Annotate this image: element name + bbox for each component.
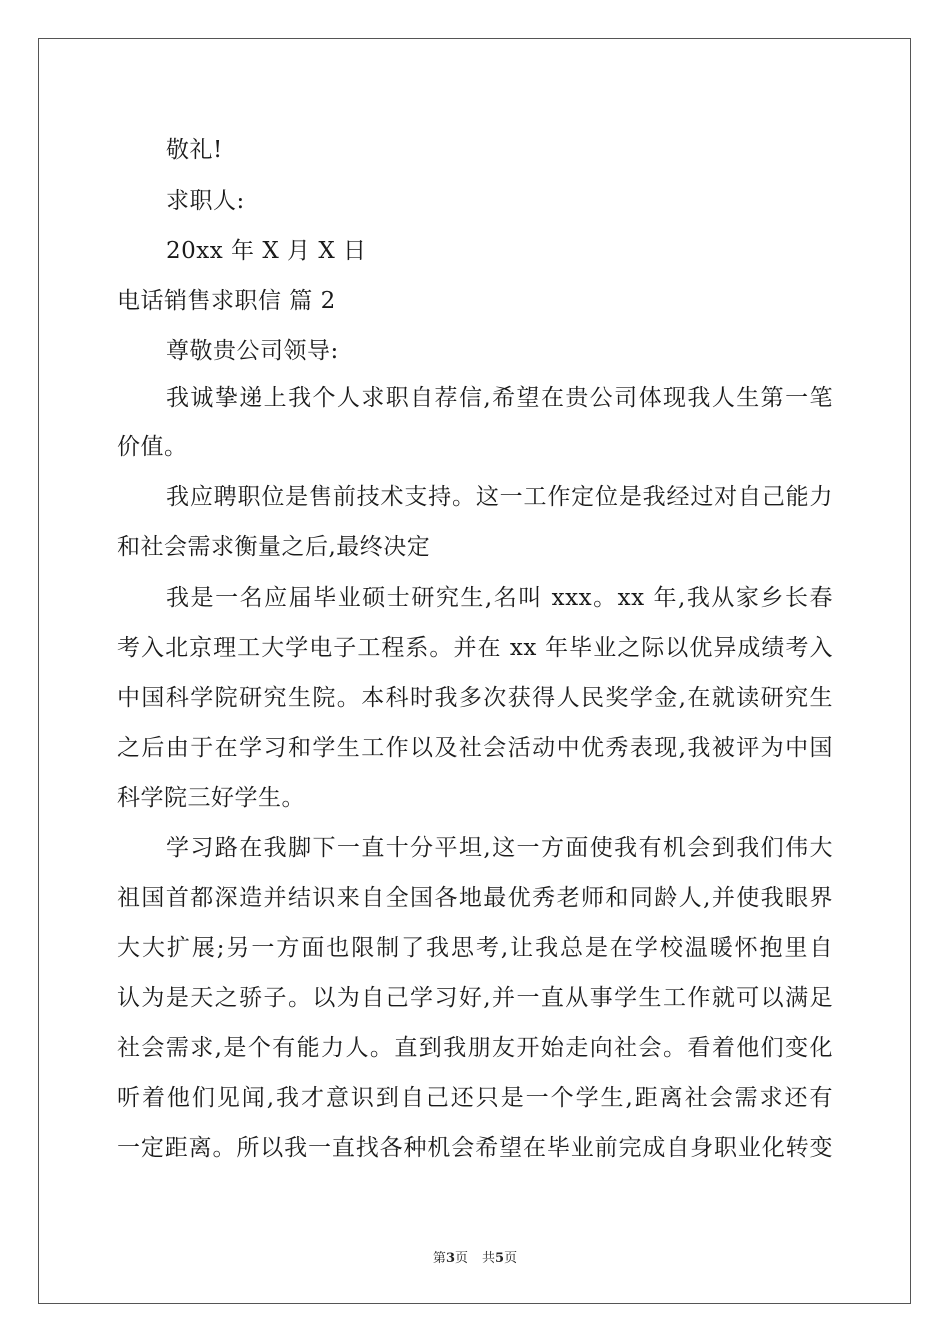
page-suffix: 页 — [454, 1251, 468, 1266]
paragraph-line: 我是一名应届毕业硕士研究生,名叫 xxx。xx 年,我从家乡长春 — [166, 585, 833, 611]
page-number: 3 — [445, 1251, 455, 1266]
paragraph-line: 听着他们见闻,我才意识到自己还只是一个学生,距离社会需求还有 — [117, 1085, 833, 1111]
paragraph-line: 一定距离。所以我一直找各种机会希望在毕业前完成自身职业化转变 — [117, 1135, 833, 1161]
signature-label: 求职人: — [166, 188, 245, 214]
paragraph-line: 考入北京理工大学电子工程系。并在 xx 年毕业之际以优异成绩考入 — [117, 635, 833, 661]
paragraph-line: 和社会需求衡量之后,最终决定 — [117, 534, 431, 560]
total-prefix: 共 — [482, 1251, 496, 1266]
paragraph-line: 科学院三好学生。 — [117, 785, 305, 811]
paragraph-line: 我诚挚递上我个人求职自荐信,希望在贵公司体现我人生第一笔 — [166, 385, 833, 411]
paragraph-line: 社会需求,是个有能力人。直到我朋友开始走向社会。看着他们变化 — [117, 1035, 833, 1061]
total-suffix: 页 — [504, 1251, 518, 1266]
paragraph-line: 之后由于在学习和学生工作以及社会活动中优秀表现,我被评为中国 — [117, 735, 833, 761]
date-line: 20xx 年 X 月 X 日 — [166, 238, 367, 264]
page-border — [38, 38, 911, 1304]
closing-salutation: 敬礼! — [166, 137, 223, 163]
total-pages: 5 — [495, 1251, 505, 1266]
page-footer — [0, 1250, 950, 1268]
paragraph-line: 祖国首都深造并结识来自全国各地最优秀老师和同龄人,并使我眼界 — [117, 885, 833, 911]
paragraph-line: 大大扩展;另一方面也限制了我思考,让我总是在学校温暖怀抱里自 — [117, 935, 833, 961]
paragraph-line: 我应聘职位是售前技术支持。这一工作定位是我经过对自己能力 — [166, 484, 833, 510]
greeting-line: 尊敬贵公司领导: — [166, 338, 339, 364]
section-heading: 电话销售求职信 篇 2 — [117, 288, 336, 314]
paragraph-line: 中国科学院研究生院。本科时我多次获得人民奖学金,在就读研究生 — [117, 685, 833, 711]
paragraph-line: 认为是天之骄子。以为自己学习好,并一直从事学生工作就可以满足 — [117, 985, 833, 1011]
paragraph-line: 学习路在我脚下一直十分平坦,这一方面使我有机会到我们伟大 — [166, 835, 833, 861]
page-prefix: 第 — [432, 1251, 446, 1266]
paragraph-line: 价值。 — [117, 434, 188, 460]
